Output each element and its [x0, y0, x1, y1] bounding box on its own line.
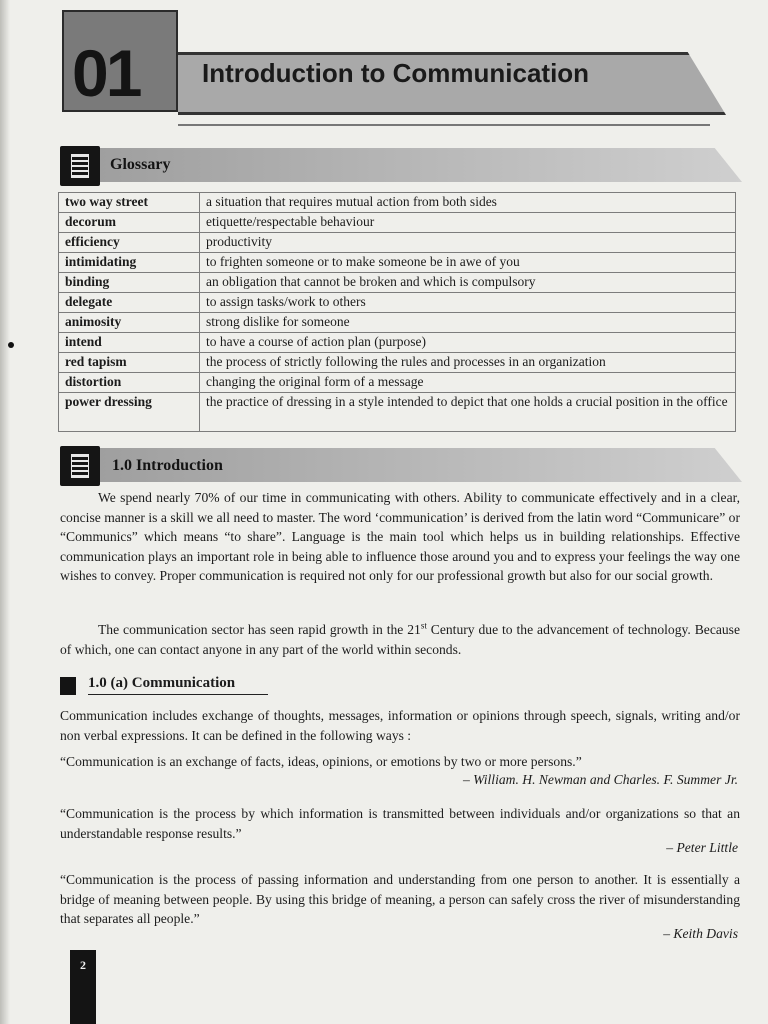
glossary-row [59, 333, 736, 353]
attribution-davis: – Keith Davis [663, 926, 738, 941]
chapter-number-box [62, 10, 178, 112]
quote-little: “Communication is the process by which information is transmitted between individuals and/or organizations so that an understandable response results.” [60, 806, 740, 841]
glossary-term: intend [59, 333, 200, 353]
glossary-definition: the process of strictly following the rules and processes in an organization [200, 353, 736, 373]
glossary-row [59, 353, 736, 373]
glossary-row [59, 313, 736, 333]
glossary-definition: strong dislike for someone [200, 313, 736, 333]
glossary-term: intimidating [59, 253, 200, 273]
quote-davis: “Communication is the process of passing information and understanding from one person to another. It is essentially a bridge of meaning between people. By using this bridge of meaning, a person can safely cross the river of misunderstanding that separates all people.” [60, 872, 740, 927]
attribution-newman: – William. H. Newman and Charles. F. Summer Jr. [462, 772, 738, 787]
glossary-row [59, 273, 736, 293]
introduction-heading: 1.0 Introduction [112, 457, 223, 474]
communication-intro: Communication includes exchange of thoughts, messages, information or opinions through speech, signals, writing and/or non verbal expressions. It can be defined in the following ways : [60, 708, 740, 743]
glossary-definition: to frighten someone or to make someone be in awe of you [200, 253, 736, 273]
glossary-row [59, 233, 736, 253]
page-number: 2 [80, 958, 86, 972]
glossary-definition: to assign tasks/work to others [200, 293, 736, 313]
glossary-row [59, 373, 736, 393]
margin-mark [8, 342, 14, 348]
glossary-term: distortion [59, 373, 200, 393]
glossary-term: red tapism [59, 353, 200, 373]
quote-newman: “Communication is an exchange of facts, ideas, opinions, or emotions by two or more persons.” [60, 754, 582, 769]
glossary-definition: a situation that requires mutual action from both sides [200, 193, 736, 213]
glossary-term: decorum [59, 213, 200, 233]
communication-heading: 1.0 (a) Communication [88, 675, 236, 691]
glossary-definition: etiquette/respectable behaviour [200, 213, 736, 233]
introduction-paragraph-1: We spend nearly 70% of our time in communicating with others. Ability to communicate effectively and in a clear, concise manner is a skill we all need to master. The word ‘communication’ is derived from the latin word “Communicare” or “Communics” which means “to share”. Language is the main tool which helps us in building relationships. Effective communication plays an important role in being able to influence those around you and to express your feelings the way one wishes to convey. Proper communication is required not only for our professional growth but also for our social growth. [60, 490, 740, 584]
ordinal-superscript: st [420, 620, 427, 631]
glossary-definition: an obligation that cannot be broken and which is compulsory [200, 273, 736, 293]
page-number-tab [70, 950, 96, 1024]
glossary-term: power dressing [59, 393, 200, 432]
glossary-term: two way street [59, 193, 200, 213]
glossary-row [59, 213, 736, 233]
chapter-title: Introduction to Communication [202, 58, 590, 88]
glossary-term: binding [59, 273, 200, 293]
paragraph-2-text-b: Century due to the advancement of technology. Because of which, one can contact anyone in any part of the world within seconds. [60, 622, 741, 657]
glossary-heading: Glossary [110, 156, 171, 173]
glossary-row [59, 253, 736, 273]
glossary-row [59, 293, 736, 313]
attribution-little: – Peter Little [666, 840, 738, 855]
glossary-term: efficiency [59, 233, 200, 253]
glossary-definition: productivity [200, 233, 736, 253]
glossary-definition: to have a course of action plan (purpose) [200, 333, 736, 353]
document-icon [60, 146, 100, 186]
glossary-term: animosity [59, 313, 200, 333]
chapter-rule [178, 124, 710, 126]
paragraph-2-text-a: The communication sector has seen rapid growth in the 21 [98, 622, 421, 637]
glossary-definition: changing the original form of a message [200, 373, 736, 393]
glossary-table [58, 192, 736, 432]
glossary-row [59, 393, 736, 432]
introduction-paragraph-2 [60, 620, 740, 659]
glossary-definition: the practice of dressing in a style intended to depict that one holds a crucial position in the office [200, 393, 736, 432]
chapter-number: 01 [72, 36, 140, 110]
glossary-term: delegate [59, 293, 200, 313]
document-icon [60, 446, 100, 486]
subheading-underline [88, 694, 268, 695]
subheading-marker [60, 677, 76, 695]
glossary-row [59, 193, 736, 213]
